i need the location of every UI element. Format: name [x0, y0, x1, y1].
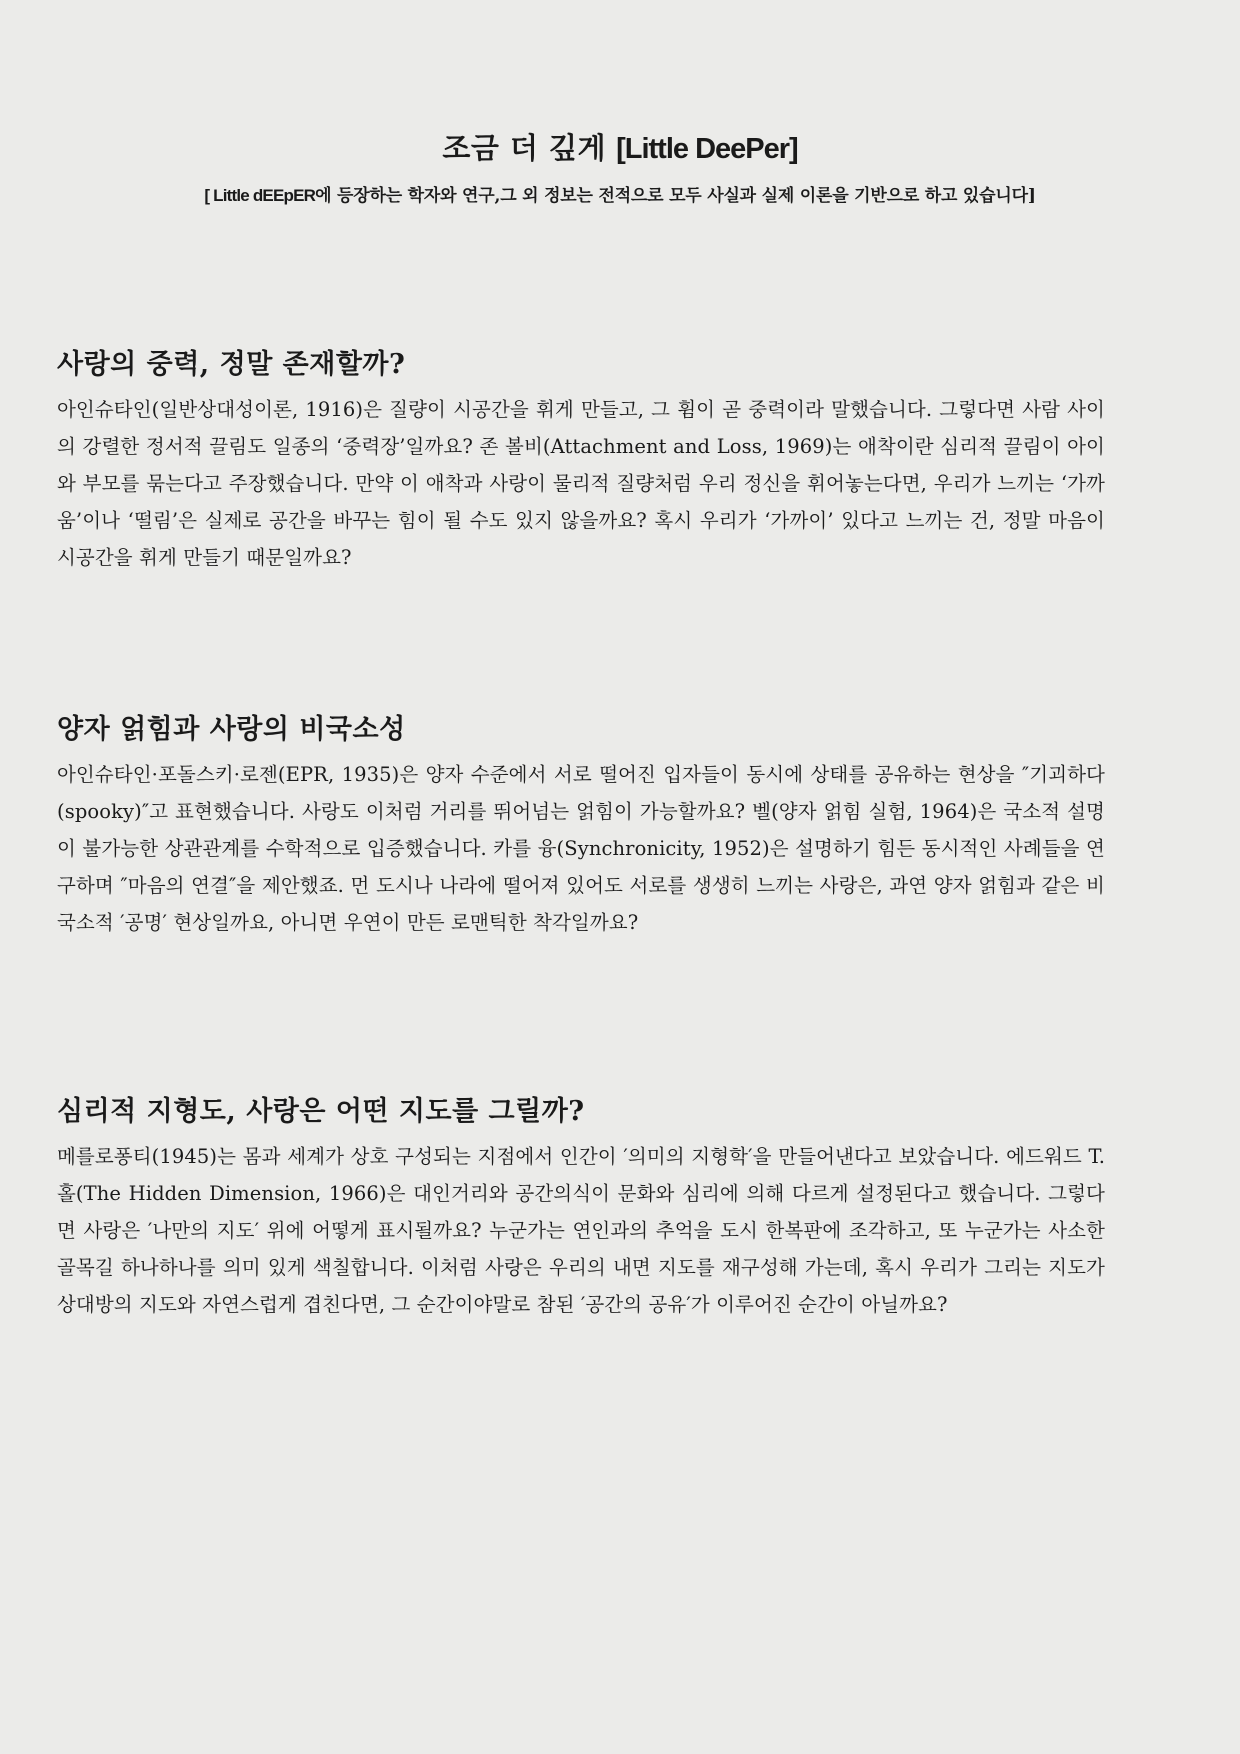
section-quantum-entanglement: [57, 710, 1105, 941]
section-body: 아인슈타인(일반상대성이론, 1916)은 질량이 시공간을 휘게 만들고, 그 휨이 곧 중력이라 말했습니다. 그렇다면 사람 사이의 강렬한 정서적 끌림도 일종의 ‘중력장’일까요? 존 볼비(Attachment and Loss, 1969)는 애착이란 심리적 끌림이 아이와 부모를 묶는다고 주장했습니다. 만약 이 애착과 사랑이 물리적 질량처럼 우리 정신을 휘어놓는다면, 우리가 느끼는 ‘가까움’이나 ‘떨림’은 실제로 공간을 바꾸는 힘이 될 수도 있지 않을까요? 혹시 우리가 ‘가까이’ 있다고 느끼는 건, 정말 마음이 시공간을 휘게 만들기 때문일까요?: [57, 398, 1105, 569]
section-psychological-map: [57, 1092, 1105, 1323]
subtitle-text: 에 등장하는 학자와 연구,그 외 정보는 전적으로 모두 사실과 실제 이론을 기반으로 하고 있습니다]: [315, 186, 1036, 206]
document-subtitle: [0, 182, 1240, 210]
subtitle-open-bracket: [: [204, 186, 214, 205]
section-heading: 양자 얽힘과 사랑의 비국소성: [57, 714, 406, 745]
subtitle-brand: Little dEEpER: [213, 186, 316, 205]
section-heading: 사랑의 중력, 정말 존재할까?: [57, 349, 406, 380]
title-korean: 조금 더 깊게: [442, 131, 607, 165]
section-body: 메를로퐁티(1945)는 몸과 세계가 상호 구성되는 지점에서 인간이 ′의미의 지형학′을 만들어낸다고 보았습니다. 에드워드 T. 홀(The Hidden Dimension, 1966)은 대인거리와 공간의식이 문화와 심리에 의해 다르게 설정된다고 했습니다. 그렇다면 사랑은 ′나만의 지도′ 위에 어떻게 표시될까요? 누군가는 연인과의 추억을 도시 한복판에 조각하고, 또 누군가는 사소한 골목길 하나하나를 의미 있게 색칠합니다. 이처럼 사랑은 우리의 내면 지도를 재구성해 가는데, 혹시 우리가 그리는 지도가 상대방의 지도와 자연스럽게 겹친다면, 그 순간이야말로 참된 ′공간의 공유′가 이루어진 순간이 아닐까요?: [57, 1145, 1105, 1316]
section-heading: 심리적 지형도, 사랑은 어떤 지도를 그릴까?: [57, 1096, 585, 1127]
document-title: [0, 128, 1240, 169]
section-body: 아인슈타인·포돌스키·로젠(EPR, 1935)은 양자 수준에서 서로 떨어진 입자들이 동시에 상태를 공유하는 현상을 ″기괴하다(spooky)″고 표현했습니다. 사랑도 이처럼 거리를 뛰어넘는 얽힘이 가능할까요? 벨(양자 얽힘 실험, 1964)은 국소적 설명이 불가능한 상관관계를 수학적으로 입증했습니다. 카를 융(Synchronicity, 1952)은 설명하기 힘든 동시적인 사례들을 연구하며 ″마음의 연결″을 제안했죠. 먼 도시나 나라에 떨어져 있어도 서로를 생생히 느끼는 사랑은, 과연 양자 얽힘과 같은 비국소적 ′공명′ 현상일까요, 아니면 우연이 만든 로맨틱한 착각일까요?: [57, 763, 1105, 934]
section-love-gravity: [57, 345, 1105, 576]
title-latin: [Little DeePer]: [616, 133, 798, 165]
